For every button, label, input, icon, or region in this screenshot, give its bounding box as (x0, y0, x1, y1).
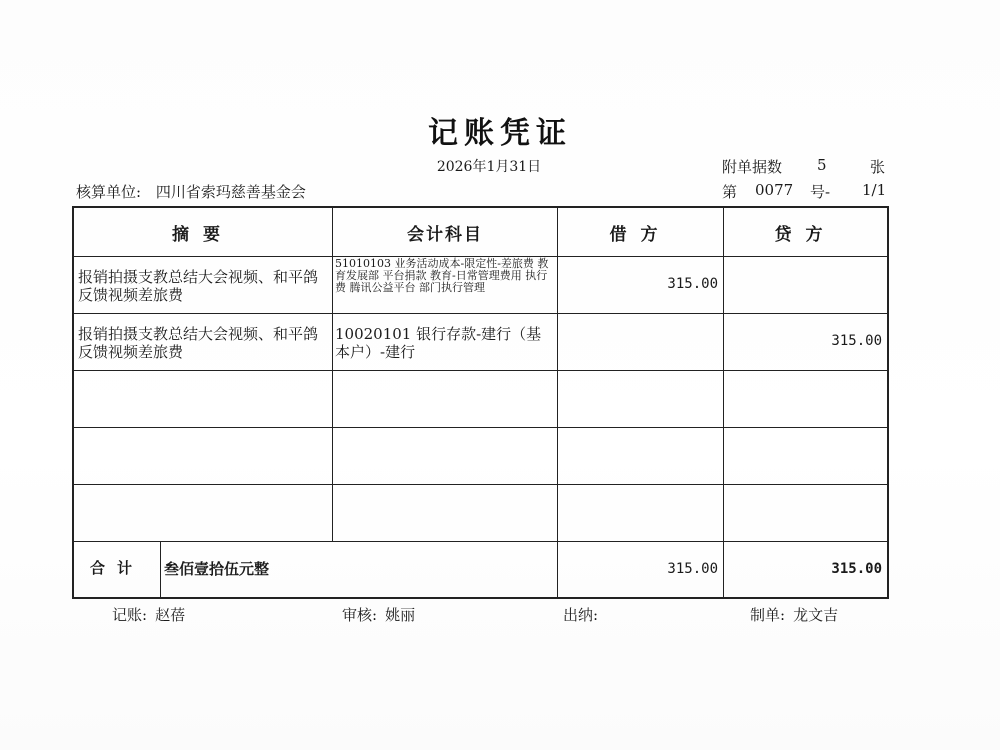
page-index: 1/1 (862, 181, 887, 199)
preparer-name: 龙文吉 (793, 606, 839, 624)
signature-preparer (750, 604, 838, 625)
row-divider (74, 541, 887, 542)
row-divider (74, 313, 887, 314)
voucher-prefix: 第 (722, 183, 738, 201)
row2-account: 10020101 银行存款-建行（基本户）-建行 (335, 325, 542, 361)
col-divider (160, 541, 161, 597)
signature-bookkeeper (112, 604, 185, 625)
header-summary: 摘要 (172, 225, 234, 245)
row-divider (74, 484, 887, 485)
total-credit: 315.00 (831, 561, 882, 577)
voucher-suffix: 号- (810, 183, 831, 201)
signature-reviewer (342, 604, 415, 625)
attachments-unit: 张 (870, 158, 886, 176)
voucher-table (72, 206, 889, 599)
row-divider (74, 370, 887, 371)
row1-account: 51010103 业务活动成本-限定性-差旅费 教育发展部 平台捐款 教育-日常管理费用 执行费 腾讯公益平台 部门执行管理 (335, 257, 549, 294)
header-account: 会计科目 (407, 225, 483, 245)
attachments-info (722, 156, 886, 177)
col-divider (332, 208, 333, 541)
reviewer-name: 姚丽 (385, 606, 416, 624)
preparer-label: 制单: (750, 606, 786, 624)
voucher-number-info (722, 181, 887, 202)
header-credit: 贷方 (774, 225, 837, 245)
bookkeeper-label: 记账: (112, 606, 148, 624)
cashier-label: 出纳: (563, 606, 599, 624)
attachments-count: 5 (817, 156, 827, 174)
header-debit: 借方 (609, 225, 672, 245)
voucher-number: 0077 (755, 181, 794, 199)
unit-name: 四川省索玛慈善基金会 (155, 183, 306, 201)
total-label: 合计 (89, 559, 144, 577)
bookkeeper-name: 赵蓓 (155, 606, 186, 624)
accounting-unit (76, 181, 306, 202)
total-debit: 315.00 (667, 561, 718, 577)
total-amount-words: 叁佰壹拾伍元整 (164, 560, 270, 578)
reviewer-label: 审核: (342, 606, 378, 624)
unit-label: 核算单位: (76, 183, 142, 201)
row-divider (74, 427, 887, 428)
signature-cashier (563, 604, 606, 625)
col-divider (723, 208, 724, 597)
row2-summary: 报销拍摄支教总结大会视频、和平鸽反馈视频差旅费 (78, 325, 319, 361)
voucher-date: 2026年1月31日 (436, 159, 542, 175)
row2-credit: 315.00 (831, 333, 882, 349)
col-divider (557, 208, 558, 597)
attachments-label: 附单据数 (722, 158, 783, 176)
voucher-title: 记账凭证 (428, 116, 572, 151)
row1-debit: 315.00 (667, 276, 718, 292)
row1-summary: 报销拍摄支教总结大会视频、和平鸽反馈视频差旅费 (78, 268, 319, 304)
